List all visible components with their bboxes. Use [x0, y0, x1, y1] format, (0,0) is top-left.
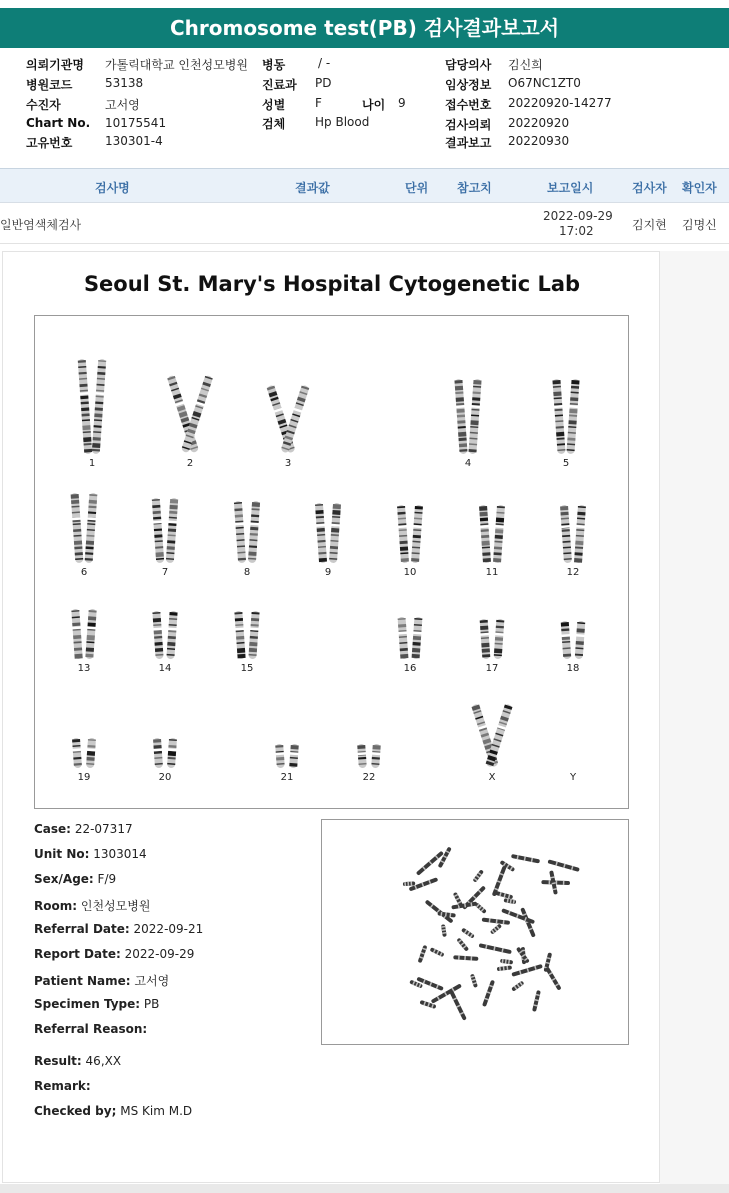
field-case: Case: 22-07317 — [34, 822, 133, 836]
chromosome — [468, 379, 482, 454]
metaphase-chromosome — [511, 964, 543, 977]
chromosome-label-21: 21 — [280, 772, 294, 783]
label-age: 나이 — [362, 98, 386, 112]
metaphase-chromosome — [547, 859, 579, 872]
value-clinical-info: O67NC1ZT0 — [508, 76, 581, 90]
metaphase-chromosome — [453, 955, 478, 961]
col-result: 결과값 — [295, 181, 330, 195]
chromosome-label-12: 12 — [566, 567, 580, 578]
label-doctor: 담당의사 — [445, 58, 492, 72]
value-chart-no: 10175541 — [105, 116, 167, 130]
metaphase-chromosome — [403, 881, 416, 886]
value-receipt-no: 20220920-14277 — [508, 96, 612, 110]
label-request-date: 검사의뢰 — [445, 118, 492, 132]
table-row[interactable] — [0, 204, 729, 244]
value-age: 9 — [398, 96, 406, 110]
chromosome-label-19: 19 — [77, 772, 91, 783]
value-doctor: 김신희 — [508, 58, 543, 72]
field-unit-no: Unit No: 1303014 — [34, 847, 147, 861]
metaphase-chromosome — [475, 902, 487, 914]
chromosome — [493, 619, 505, 660]
chromosome — [411, 617, 423, 660]
metaphase-chromosome — [511, 981, 524, 992]
col-test-name: 검사명 — [95, 181, 130, 195]
chromosome — [85, 609, 97, 660]
col-unit: 단위 — [405, 181, 429, 195]
chromosome-label-7: 7 — [161, 567, 169, 578]
chromosome-label-1: 1 — [88, 458, 96, 469]
chromosome — [492, 505, 505, 563]
chromosome-label-Y: Y — [569, 772, 577, 783]
metaphase-chromosome — [479, 943, 512, 954]
field-sex-age: Sex/Age: F/9 — [34, 872, 117, 886]
label-chart-no: Chart No. — [26, 116, 91, 130]
chromosome — [478, 505, 491, 563]
metaphase-chromosome — [497, 965, 512, 971]
chromosome-label-20: 20 — [158, 772, 172, 783]
chromosome — [166, 611, 178, 660]
field-remark: Remark: — [34, 1079, 91, 1093]
col-confirmer: 확인자 — [682, 181, 717, 195]
chromosome — [275, 744, 286, 769]
metaphase-chromosome — [500, 959, 513, 965]
chromosome-label-8: 8 — [243, 567, 251, 578]
metaphase-chromosome — [504, 898, 517, 904]
chromosome — [560, 621, 572, 660]
value-hospital-code: 53138 — [105, 76, 144, 90]
chromosome — [479, 619, 491, 660]
chromosome — [574, 621, 586, 660]
metaphase-chromosome — [438, 847, 452, 869]
metaphase-chromosome — [449, 990, 467, 1021]
chromosome — [165, 498, 179, 563]
chromosome — [396, 505, 409, 563]
metaphase-chromosome — [472, 869, 483, 882]
field-specimen-type: Specimen Type: PB — [34, 997, 160, 1011]
metaphase-chromosome — [430, 947, 445, 957]
chromosome-label-17: 17 — [485, 663, 499, 674]
label-clinical-info: 임상정보 — [445, 78, 492, 92]
chromosome — [566, 379, 580, 454]
chromosome-label-13: 13 — [77, 663, 91, 674]
chromosome — [91, 359, 107, 454]
value-patient: 고서영 — [105, 98, 140, 112]
field-referral-reason: Referral Reason: — [34, 1022, 148, 1036]
metaphase-spread — [321, 819, 629, 1045]
results-table-header — [0, 168, 729, 203]
right-margin — [660, 251, 729, 1193]
chromosome — [151, 498, 165, 563]
chromosome-label-X: X — [488, 772, 496, 783]
chromosome-label-18: 18 — [566, 663, 580, 674]
chromosome — [328, 503, 341, 563]
karyogram-drawing — [35, 316, 628, 808]
col-report-date: 보고일시 — [547, 181, 594, 195]
chromosome — [152, 738, 163, 769]
metaphase-chromosome — [511, 854, 540, 864]
chromosome-label-2: 2 — [186, 458, 194, 469]
chromosome — [166, 738, 177, 769]
karyotype-report — [2, 251, 660, 1183]
row-confirmer: 김명신 — [682, 218, 717, 232]
field-room: Room: 인천성모병원 — [34, 899, 151, 913]
col-reference: 참고치 — [457, 181, 492, 195]
col-tester: 검사자 — [632, 181, 667, 195]
field-patient-name: Patient Name: 고서영 — [34, 974, 170, 988]
chromosome — [573, 505, 586, 563]
chromosome-label-4: 4 — [464, 458, 472, 469]
chromosome — [84, 493, 98, 563]
metaphase-chromosome — [456, 937, 469, 951]
field-checked-by: Checked by; MS Kim M.D — [34, 1104, 193, 1118]
value-sex: F — [315, 96, 322, 110]
chromosome — [247, 501, 260, 563]
metaphase-chromosome — [418, 945, 428, 963]
chromosome — [248, 611, 260, 660]
metaphase-chromosome — [490, 923, 502, 934]
value-request-date: 20220920 — [508, 116, 570, 130]
label-sex: 성별 — [262, 98, 286, 112]
label-institution: 의뢰기관명 — [26, 58, 84, 72]
label-specimen: 검체 — [262, 117, 286, 131]
chromosome — [77, 359, 93, 454]
chromosome — [552, 379, 566, 454]
chromosome-label-3: 3 — [284, 458, 292, 469]
label-result-report: 결과보고 — [445, 136, 492, 150]
label-unique-no: 고유번호 — [26, 136, 73, 150]
label-receipt-no: 접수번호 — [445, 98, 492, 112]
chromosome — [152, 611, 164, 660]
metaphase-chromosome — [482, 918, 510, 925]
label-ward: 병동 — [262, 58, 286, 72]
field-referral-date: Referral Date: 2022-09-21 — [34, 922, 204, 936]
row-tester: 김지현 — [632, 218, 667, 232]
karyogram — [34, 315, 629, 809]
report-title: Seoul St. Mary's Hospital Cytogenetic Lab — [83, 272, 581, 296]
metaphase-chromosome — [425, 899, 454, 923]
chromosome — [371, 744, 382, 769]
patient-info — [0, 54, 729, 150]
row-report-date: 2022-09-29 — [543, 209, 613, 223]
label-patient: 수진자 — [26, 98, 61, 112]
metaphase-chromosome — [441, 924, 447, 937]
chromosome-label-22: 22 — [362, 772, 376, 783]
chromosome — [289, 744, 300, 769]
chromosome-label-9: 9 — [324, 567, 332, 578]
metaphase-chromosome — [495, 891, 513, 899]
value-unique-no: 130301-4 — [105, 134, 163, 148]
chromosome — [233, 501, 246, 563]
chromosome-label-11: 11 — [485, 567, 499, 578]
chromosome — [71, 738, 82, 769]
metaphase-drawing — [322, 820, 628, 1044]
value-result-report: 20220930 — [508, 134, 570, 148]
chromosome — [454, 379, 468, 454]
row-test-name: 일반염색체검사 — [0, 218, 82, 232]
bottom-margin — [0, 1184, 729, 1193]
metaphase-chromosome — [461, 928, 475, 939]
chromosome — [410, 505, 423, 563]
value-institution: 가톨릭대학교 인천성모병원 — [105, 58, 248, 72]
chromosome — [70, 493, 84, 563]
chromosome-label-16: 16 — [403, 663, 417, 674]
chromosome — [397, 617, 409, 660]
label-hospital-code: 병원코드 — [26, 78, 73, 92]
chromosome — [234, 611, 246, 660]
value-department: PD — [315, 76, 332, 90]
chromosome-label-10: 10 — [403, 567, 417, 578]
metaphase-chromosome — [532, 990, 541, 1012]
metaphase-chromosome — [470, 974, 478, 988]
metaphase-chromosome — [545, 966, 562, 990]
value-ward: / - — [318, 56, 331, 70]
chromosome-label-15: 15 — [240, 663, 254, 674]
row-report-time: 17:02 — [559, 224, 594, 238]
metaphase-chromosome — [482, 980, 495, 1007]
chromosome-label-6: 6 — [80, 567, 88, 578]
chromosome — [71, 609, 83, 660]
chromosome — [314, 503, 327, 563]
page-title: Chromosome test(PB) 검사결과보고서 — [0, 8, 729, 48]
label-department: 진료과 — [262, 78, 297, 92]
field-result: Result: 46,XX — [34, 1054, 122, 1068]
field-report-date: Report Date: 2022-09-29 — [34, 947, 195, 961]
value-specimen: Hp Blood — [315, 115, 370, 129]
chromosome — [559, 505, 572, 563]
chromosome — [357, 744, 368, 769]
chromosome-label-14: 14 — [158, 663, 172, 674]
chromosome-label-5: 5 — [562, 458, 570, 469]
chromosome — [85, 738, 96, 769]
